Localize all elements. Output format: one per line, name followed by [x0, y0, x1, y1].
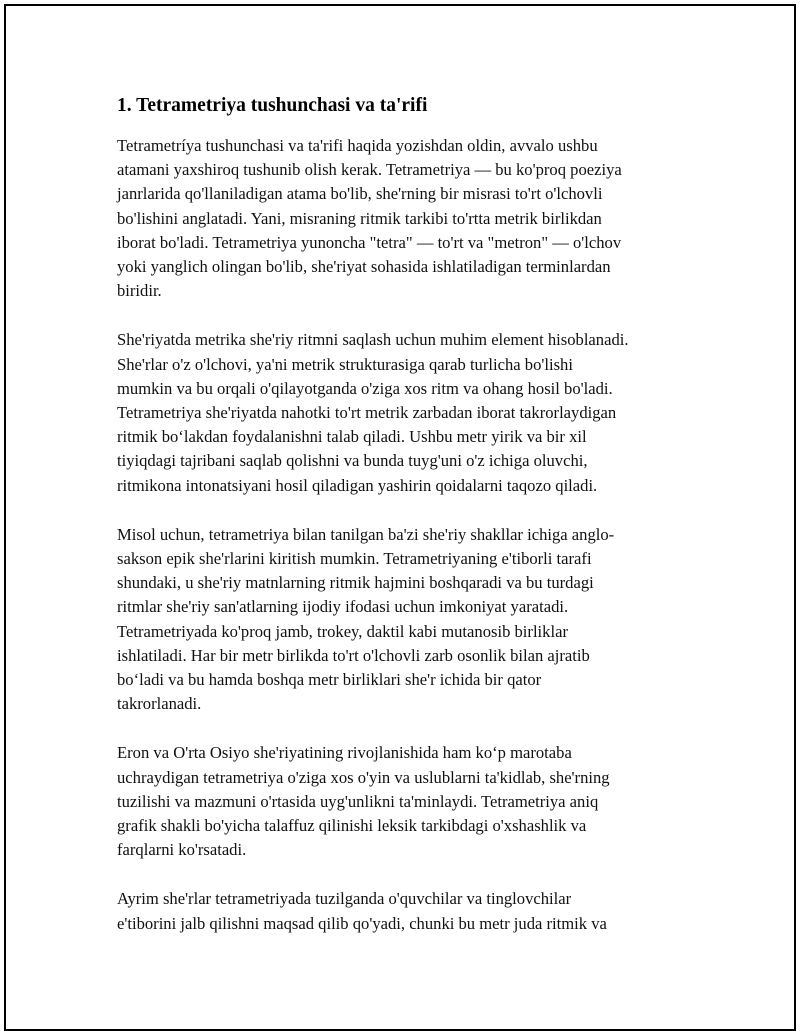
text-line: takrorlanadi. — [117, 694, 202, 714]
text-line: Misol uchun, tetrametriya bilan tanilgan ba'zi she'riy shakllar ichiga anglo- — [117, 524, 615, 544]
paragraph — [117, 741, 687, 862]
text-line: biridir. — [117, 281, 162, 301]
text-line: Tetrametriyada ko'proq jamb, trokey, daktil kabi mutanosib birliklar — [117, 621, 568, 641]
text-line: ritmikona intonatsiyani hosil qiladigan yashirin qoidalarni taqozo qiladi. — [117, 475, 598, 495]
section-heading: 1. Tetrametriya tushunchasi va ta'rifi — [117, 95, 428, 116]
text-line: tiyiqdagi tajribani saqlab qolishni va bunda tuyg'uni o'z ichiga oluvchi, — [117, 451, 588, 471]
text-line: ritmik bo‘lakdan foydalanishni talab qiladi. Ushbu metr yirik va bir xil — [117, 427, 587, 447]
text-line: bo'lishini anglatadi. Yani, misraning ritmik tarkibi to'rtta metrik birlikdan — [117, 208, 602, 228]
paragraph — [117, 328, 687, 497]
text-line: grafik shakli bo'yicha talaffuz qilinishi leksik tarkibdagi o'xshashlik va — [117, 816, 587, 836]
text-line: Tetrametríya tushunchasi va ta'rifi haqida yozishdan oldin, avvalo ushbu — [117, 136, 598, 155]
text-line: shundaki, u she'riy matnlarning ritmik hajmini boshqaradi va bu turdagi — [117, 573, 594, 593]
text-line: ritmlar she'riy san'atlarning ijodiy ifodasi uchun imkoniyat yaratadi. — [117, 597, 569, 617]
text-line: Tetrametriya she'riyatda nahotki to'rt metrik zarbadan iborat takrorlaydigan — [117, 403, 617, 423]
text-line: ishlatiladi. Har bir metr birlikda to'rt o'lchovli zarb osonlik bilan ajratib — [117, 645, 590, 665]
text-line: uchraydigan tetrametriya o'ziga xos o'yin va uslublarni ta'kidlab, she'rning — [117, 767, 610, 787]
text-line: atamani yaxshiroq tushunib olish kerak. Tetrametriya — bu ko'proq poeziya — [117, 160, 622, 180]
text-line: janrlarida qo'llaniladigan atama bo'lib, she'rning bir misrasi to'rt o'lchovli — [117, 184, 603, 204]
paragraph — [117, 523, 687, 717]
paragraph — [117, 134, 687, 303]
text-line: sakson epik she'rlarini kiritish mumkin. Tetrametriyaning e'tiborli tarafi — [117, 549, 592, 569]
text-line: tuzilishi va mazmuni o'rtasida uyg'unlikni ta'minlaydi. Tetrametriya aniq — [117, 791, 599, 811]
text-line: Eron va O'rta Osiyo she'riyatining rivojlanishida ham ko‘p marotaba — [117, 743, 572, 763]
text-line: iborat bo'ladi. Tetrametriya yunoncha "tetra" — to'rt va "metron" — o'lchov — [117, 232, 622, 252]
text-line: bo‘ladi va bu hamda boshqa metr birliklari she'r ichida bir qator — [117, 670, 542, 690]
text-line: Ayrim she'rlar tetrametriyada tuzilganda o'quvchilar va tinglovchilar — [117, 889, 572, 909]
text-line: She'riyatda metrika she'riy ritmni saqlash uchun muhim element hisoblanadi. — [117, 330, 629, 350]
document-body — [117, 93, 687, 961]
text-line: yoki yanglich olingan bo'lib, she'riyat sohasida ishlatiladigan terminlardan — [117, 257, 611, 277]
paragraph — [117, 887, 687, 935]
text-line: She'rlar o'z o'lchovi, ya'ni metrik strukturasiga qarab turlicha bo'lishi — [117, 354, 573, 374]
text-line: mumkin va bu orqali o'qilayotganda o'ziga xos ritm va ohang hosil bo'ladi. — [117, 378, 613, 398]
text-line: e'tiborini jalb qilishni maqsad qilib qo'yadi, chunki bu metr juda ritmik va — [117, 913, 607, 933]
text-line: farqlarni ko'rsatadi. — [117, 840, 247, 860]
